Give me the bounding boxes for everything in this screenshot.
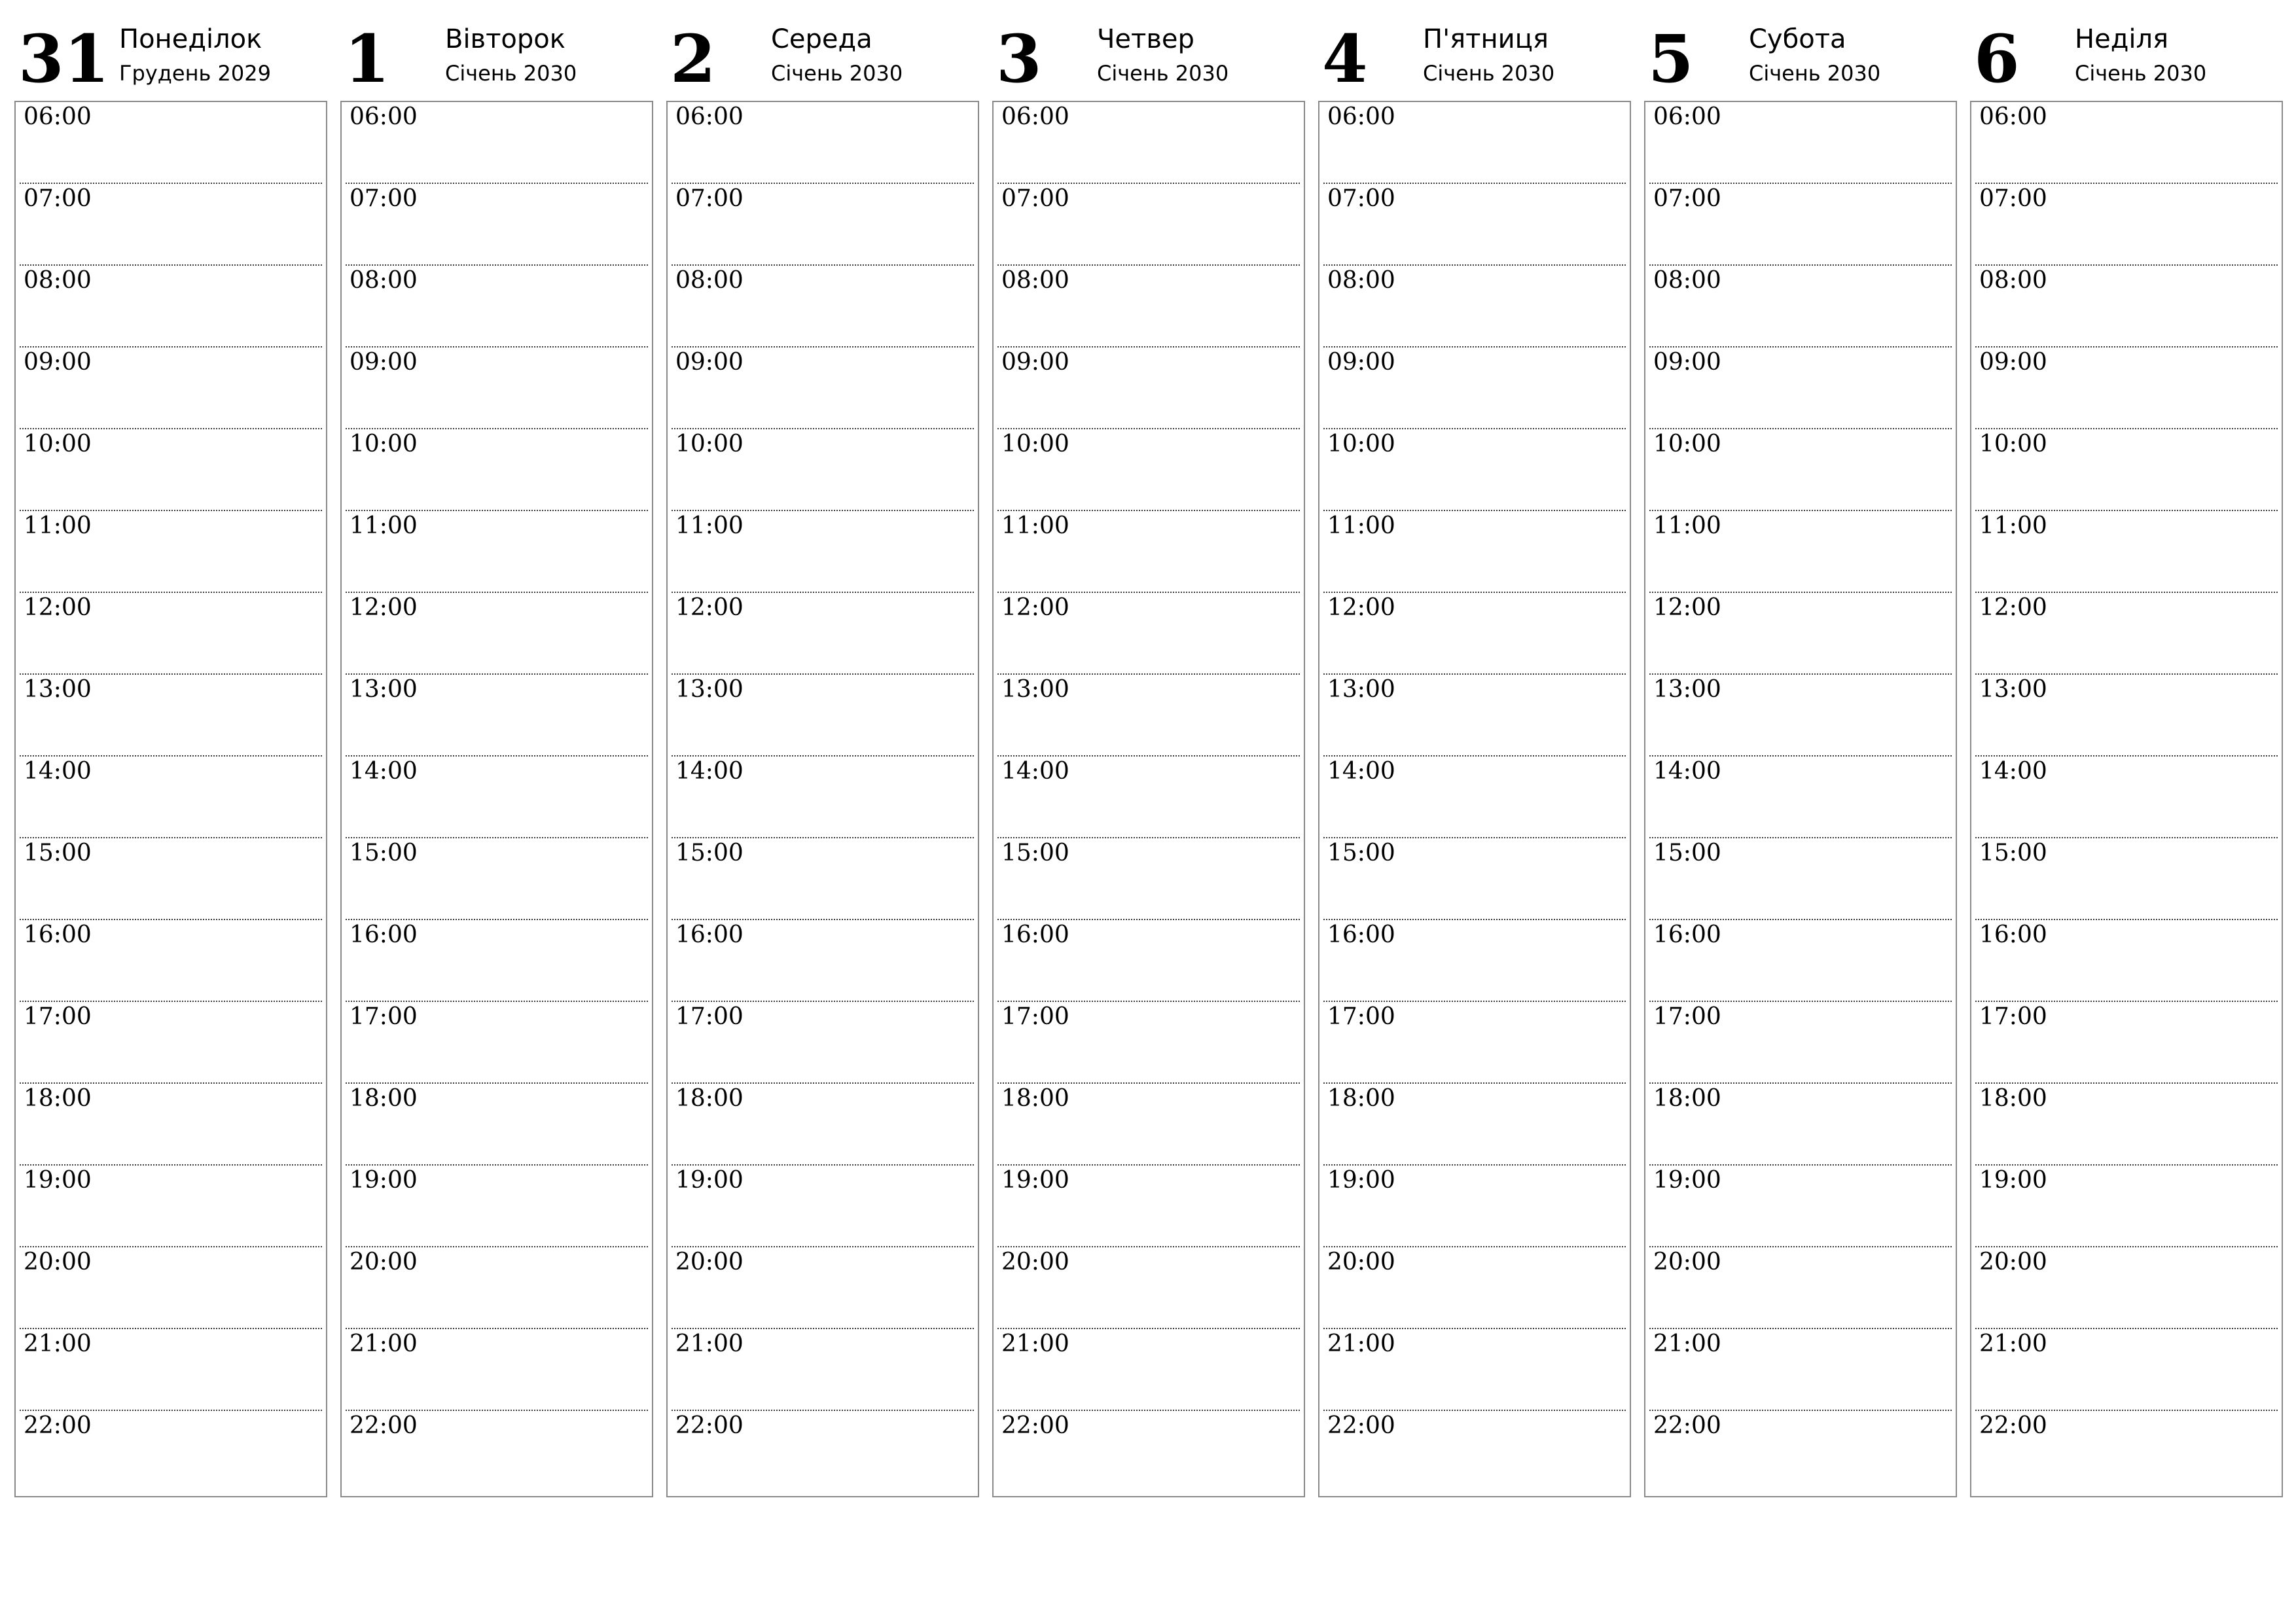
hour-slot[interactable] — [346, 429, 648, 511]
day-schedule-box — [1318, 101, 1631, 1497]
hour-slot[interactable] — [1975, 511, 2278, 593]
day-header — [1970, 18, 2283, 99]
hour-slot[interactable] — [1323, 1084, 1626, 1166]
weekday-name: Середа — [771, 24, 872, 54]
hour-slot[interactable] — [1975, 1084, 2278, 1166]
hour-label: 18:00 — [1327, 1085, 1395, 1112]
hour-slot[interactable] — [346, 511, 648, 593]
hour-label: 17:00 — [24, 1003, 92, 1030]
day-header — [14, 18, 327, 99]
hour-label: 10:00 — [1979, 431, 2047, 457]
hour-label: 21:00 — [1653, 1330, 1721, 1357]
hour-slot[interactable] — [997, 1247, 1300, 1329]
hour-label: 16:00 — [675, 921, 744, 948]
hour-slot[interactable] — [997, 266, 1300, 348]
hour-slot[interactable] — [20, 1329, 322, 1411]
hour-slot[interactable] — [1975, 757, 2278, 838]
hour-label: 18:00 — [675, 1085, 744, 1112]
hour-slot[interactable] — [1323, 593, 1626, 675]
day-number: 1 — [344, 20, 390, 98]
hour-slot[interactable] — [346, 102, 648, 184]
hour-slot[interactable] — [1975, 429, 2278, 511]
hour-label: 16:00 — [1327, 921, 1395, 948]
weekday-name: Вівторок — [445, 24, 565, 54]
hour-label: 21:00 — [24, 1330, 92, 1357]
hour-label: 22:00 — [1653, 1412, 1721, 1439]
weekday-name: П'ятниця — [1423, 24, 1549, 54]
hour-label: 06:00 — [1327, 103, 1395, 130]
hour-slot[interactable] — [20, 1411, 322, 1493]
hour-label: 21:00 — [350, 1330, 418, 1357]
hour-slot[interactable] — [1323, 1247, 1626, 1329]
day-number: 6 — [1974, 20, 2020, 98]
hour-slot[interactable] — [1649, 1084, 1952, 1166]
hour-slot[interactable] — [1323, 757, 1626, 838]
hour-slot[interactable] — [1649, 838, 1952, 920]
hour-slot[interactable] — [346, 266, 648, 348]
hour-label: 11:00 — [675, 512, 744, 539]
hour-label: 18:00 — [24, 1085, 92, 1112]
day-schedule-box — [666, 101, 979, 1497]
hour-slot[interactable] — [672, 266, 974, 348]
hour-label: 16:00 — [350, 921, 418, 948]
hour-label: 07:00 — [1001, 185, 1069, 212]
hour-slot[interactable] — [20, 184, 322, 266]
hour-slot[interactable] — [346, 348, 648, 429]
hour-label: 11:00 — [1979, 512, 2047, 539]
hour-label: 07:00 — [1979, 185, 2047, 212]
day-number: 3 — [996, 20, 1042, 98]
hour-label: 21:00 — [1001, 1330, 1069, 1357]
hour-slot[interactable] — [997, 429, 1300, 511]
hour-slot[interactable] — [20, 593, 322, 675]
hour-label: 15:00 — [675, 840, 744, 866]
hour-label: 14:00 — [1653, 758, 1721, 785]
day-column — [340, 18, 653, 1497]
hour-slot[interactable] — [997, 1411, 1300, 1493]
hour-label: 14:00 — [1327, 758, 1395, 785]
hour-slot[interactable] — [672, 1166, 974, 1247]
hour-slot[interactable] — [1649, 675, 1952, 757]
hour-label: 07:00 — [675, 185, 744, 212]
hour-label: 06:00 — [1001, 103, 1069, 130]
hour-label: 17:00 — [1979, 1003, 2047, 1030]
hour-label: 08:00 — [675, 267, 744, 294]
hour-slot[interactable] — [672, 1247, 974, 1329]
hour-slot[interactable] — [1975, 675, 2278, 757]
day-number: 4 — [1322, 20, 1368, 98]
hour-slot[interactable] — [1323, 429, 1626, 511]
hour-label: 18:00 — [350, 1085, 418, 1112]
hour-slot[interactable] — [20, 102, 322, 184]
hour-label: 16:00 — [1653, 921, 1721, 948]
hour-label: 10:00 — [675, 431, 744, 457]
hour-label: 09:00 — [1979, 349, 2047, 376]
hour-slot[interactable] — [672, 838, 974, 920]
hour-label: 22:00 — [24, 1412, 92, 1439]
hour-label: 06:00 — [1653, 103, 1721, 130]
hour-label: 14:00 — [675, 758, 744, 785]
hour-label: 12:00 — [350, 594, 418, 621]
hour-slot[interactable] — [997, 1329, 1300, 1411]
day-column — [1970, 18, 2283, 1497]
hour-slot[interactable] — [997, 675, 1300, 757]
hour-slot[interactable] — [346, 675, 648, 757]
hour-label: 17:00 — [1327, 1003, 1395, 1030]
hour-slot[interactable] — [1649, 1166, 1952, 1247]
hour-slot[interactable] — [1649, 1002, 1952, 1084]
hour-label: 07:00 — [1653, 185, 1721, 212]
hour-slot[interactable] — [997, 511, 1300, 593]
hour-label: 08:00 — [24, 267, 92, 294]
hour-label: 10:00 — [350, 431, 418, 457]
hour-slot[interactable] — [672, 1084, 974, 1166]
hour-slot[interactable] — [1975, 1329, 2278, 1411]
hour-slot[interactable] — [1975, 838, 2278, 920]
hour-slot[interactable] — [1975, 1002, 2278, 1084]
hour-label: 13:00 — [675, 676, 744, 703]
hour-slot[interactable] — [1323, 1411, 1626, 1493]
hour-label: 17:00 — [350, 1003, 418, 1030]
hour-label: 15:00 — [1327, 840, 1395, 866]
hour-label: 22:00 — [350, 1412, 418, 1439]
hour-label: 09:00 — [1327, 349, 1395, 376]
hour-label: 18:00 — [1653, 1085, 1721, 1112]
hour-label: 15:00 — [24, 840, 92, 866]
hour-slot[interactable] — [1649, 102, 1952, 184]
hour-label: 13:00 — [1327, 676, 1395, 703]
hour-label: 15:00 — [1001, 840, 1069, 866]
hour-slot[interactable] — [1975, 1411, 2278, 1493]
day-schedule-box — [340, 101, 653, 1497]
hour-slot[interactable] — [1649, 429, 1952, 511]
hour-label: 08:00 — [1979, 267, 2047, 294]
hour-slot[interactable] — [1649, 1247, 1952, 1329]
hour-slot[interactable] — [1323, 920, 1626, 1002]
hour-slot[interactable] — [20, 348, 322, 429]
hour-slot[interactable] — [346, 184, 648, 266]
hour-slot[interactable] — [1649, 1329, 1952, 1411]
month-year-label: Січень 2030 — [445, 61, 577, 86]
hour-slot[interactable] — [1323, 1166, 1626, 1247]
hour-slot[interactable] — [1975, 593, 2278, 675]
day-header — [666, 18, 979, 99]
day-column — [1318, 18, 1631, 1497]
hour-label: 18:00 — [1979, 1085, 2047, 1112]
hour-label: 14:00 — [1979, 758, 2047, 785]
hour-slot[interactable] — [346, 1166, 648, 1247]
hour-slot[interactable] — [1975, 920, 2278, 1002]
hour-label: 08:00 — [350, 267, 418, 294]
hour-label: 10:00 — [24, 431, 92, 457]
hour-slot[interactable] — [997, 1002, 1300, 1084]
hour-slot[interactable] — [346, 920, 648, 1002]
hour-label: 11:00 — [24, 512, 92, 539]
hour-slot[interactable] — [346, 757, 648, 838]
hour-label: 06:00 — [675, 103, 744, 130]
hour-label: 13:00 — [24, 676, 92, 703]
hour-label: 11:00 — [350, 512, 418, 539]
hour-label: 15:00 — [1979, 840, 2047, 866]
hour-slot[interactable] — [1975, 348, 2278, 429]
hour-label: 13:00 — [1001, 676, 1069, 703]
hour-slot[interactable] — [997, 348, 1300, 429]
hour-slot[interactable] — [1975, 184, 2278, 266]
hour-label: 11:00 — [1001, 512, 1069, 539]
hour-label: 20:00 — [350, 1249, 418, 1275]
hour-slot[interactable] — [346, 593, 648, 675]
month-year-label: Січень 2030 — [1097, 61, 1229, 86]
hour-slot[interactable] — [346, 1411, 648, 1493]
hour-slot[interactable] — [672, 1329, 974, 1411]
hour-label: 19:00 — [1327, 1167, 1395, 1194]
hour-slot[interactable] — [672, 1002, 974, 1084]
hour-label: 10:00 — [1653, 431, 1721, 457]
hour-slot[interactable] — [672, 511, 974, 593]
hour-label: 09:00 — [350, 349, 418, 376]
hour-slot[interactable] — [672, 184, 974, 266]
weekday-name: Понеділок — [119, 24, 262, 54]
hour-slot[interactable] — [1323, 1329, 1626, 1411]
day-number: 31 — [18, 20, 110, 98]
hour-slot[interactable] — [1323, 675, 1626, 757]
hour-label: 20:00 — [24, 1249, 92, 1275]
hour-label: 08:00 — [1327, 267, 1395, 294]
hour-label: 17:00 — [675, 1003, 744, 1030]
hour-label: 12:00 — [24, 594, 92, 621]
weekday-name: Субота — [1749, 24, 1846, 54]
hour-slot[interactable] — [672, 102, 974, 184]
hour-label: 20:00 — [1327, 1249, 1395, 1275]
hour-label: 14:00 — [1001, 758, 1069, 785]
day-header — [992, 18, 1305, 99]
day-schedule-box — [992, 101, 1305, 1497]
hour-slot[interactable] — [1649, 348, 1952, 429]
hour-slot[interactable] — [997, 1084, 1300, 1166]
hour-slot[interactable] — [672, 920, 974, 1002]
hour-label: 12:00 — [1327, 594, 1395, 621]
hour-label: 16:00 — [1001, 921, 1069, 948]
hour-label: 19:00 — [1653, 1167, 1721, 1194]
hour-label: 19:00 — [675, 1167, 744, 1194]
day-schedule-box — [1970, 101, 2283, 1497]
hour-label: 16:00 — [24, 921, 92, 948]
weekday-name: Четвер — [1097, 24, 1194, 54]
hour-slot[interactable] — [1649, 266, 1952, 348]
hour-label: 17:00 — [1001, 1003, 1069, 1030]
hour-slot[interactable] — [20, 1002, 322, 1084]
hour-slot[interactable] — [20, 920, 322, 1002]
month-year-label: Грудень 2029 — [119, 61, 271, 86]
hour-slot[interactable] — [20, 429, 322, 511]
hour-slot[interactable] — [1323, 511, 1626, 593]
hour-slot[interactable] — [1323, 102, 1626, 184]
hour-label: 22:00 — [1001, 1412, 1069, 1439]
hour-slot[interactable] — [1649, 920, 1952, 1002]
day-column — [14, 18, 327, 1497]
hour-slot[interactable] — [346, 1002, 648, 1084]
hour-label: 19:00 — [1001, 1167, 1069, 1194]
hour-label: 22:00 — [1979, 1412, 2047, 1439]
hour-slot[interactable] — [997, 593, 1300, 675]
hour-slot[interactable] — [1323, 266, 1626, 348]
day-schedule-box — [1644, 101, 1957, 1497]
hour-slot[interactable] — [1323, 184, 1626, 266]
hour-slot[interactable] — [1323, 348, 1626, 429]
hour-label: 08:00 — [1653, 267, 1721, 294]
hour-slot[interactable] — [20, 266, 322, 348]
hour-label: 09:00 — [1001, 349, 1069, 376]
hour-label: 07:00 — [1327, 185, 1395, 212]
hour-label: 06:00 — [1979, 103, 2047, 130]
hour-label: 13:00 — [1979, 676, 2047, 703]
day-number: 5 — [1648, 20, 1694, 98]
hour-label: 11:00 — [1653, 512, 1721, 539]
hour-label: 15:00 — [1653, 840, 1721, 866]
hour-label: 10:00 — [1327, 431, 1395, 457]
hour-label: 10:00 — [1001, 431, 1069, 457]
hour-slot[interactable] — [20, 757, 322, 838]
hour-slot[interactable] — [997, 102, 1300, 184]
hour-slot[interactable] — [1649, 184, 1952, 266]
hour-slot[interactable] — [1975, 1166, 2278, 1247]
hour-label: 16:00 — [1979, 921, 2047, 948]
hour-label: 12:00 — [1653, 594, 1721, 621]
hour-slot[interactable] — [1975, 266, 2278, 348]
hour-label: 20:00 — [675, 1249, 744, 1275]
month-year-label: Січень 2030 — [1749, 61, 1881, 86]
hour-slot[interactable] — [20, 1166, 322, 1247]
hour-slot[interactable] — [672, 348, 974, 429]
day-header — [1644, 18, 1957, 99]
hour-label: 07:00 — [350, 185, 418, 212]
hour-label: 21:00 — [1327, 1330, 1395, 1357]
hour-slot[interactable] — [1649, 593, 1952, 675]
hour-label: 22:00 — [675, 1412, 744, 1439]
hour-slot[interactable] — [997, 757, 1300, 838]
hour-label: 15:00 — [350, 840, 418, 866]
hour-slot[interactable] — [20, 675, 322, 757]
hour-slot[interactable] — [346, 1084, 648, 1166]
hour-slot[interactable] — [997, 184, 1300, 266]
hour-label: 12:00 — [675, 594, 744, 621]
hour-label: 07:00 — [24, 185, 92, 212]
hour-label: 13:00 — [1653, 676, 1721, 703]
hour-label: 09:00 — [24, 349, 92, 376]
month-year-label: Січень 2030 — [1423, 61, 1555, 86]
hour-slot[interactable] — [1975, 1247, 2278, 1329]
hour-label: 19:00 — [350, 1167, 418, 1194]
hour-slot[interactable] — [997, 1166, 1300, 1247]
hour-slot[interactable] — [672, 593, 974, 675]
hour-slot[interactable] — [20, 1084, 322, 1166]
hour-label: 14:00 — [24, 758, 92, 785]
hour-slot[interactable] — [672, 675, 974, 757]
day-schedule-box — [14, 101, 327, 1497]
hour-slot[interactable] — [997, 920, 1300, 1002]
hour-slot[interactable] — [346, 838, 648, 920]
month-year-label: Січень 2030 — [771, 61, 903, 86]
weekly-planner — [14, 18, 2292, 1497]
hour-slot[interactable] — [672, 757, 974, 838]
hour-label: 09:00 — [675, 349, 744, 376]
hour-label: 14:00 — [350, 758, 418, 785]
hour-slot[interactable] — [1323, 1002, 1626, 1084]
hour-slot[interactable] — [1323, 838, 1626, 920]
hour-slot[interactable] — [997, 838, 1300, 920]
day-number: 2 — [670, 20, 716, 98]
hour-label: 19:00 — [24, 1167, 92, 1194]
hour-label: 08:00 — [1001, 267, 1069, 294]
day-header — [1318, 18, 1631, 99]
hour-label: 20:00 — [1979, 1249, 2047, 1275]
hour-label: 20:00 — [1001, 1249, 1069, 1275]
hour-slot[interactable] — [1975, 102, 2278, 184]
month-year-label: Січень 2030 — [2075, 61, 2207, 86]
hour-label: 13:00 — [350, 676, 418, 703]
hour-slot[interactable] — [672, 429, 974, 511]
hour-label: 09:00 — [1653, 349, 1721, 376]
day-header — [340, 18, 653, 99]
day-column — [1644, 18, 1957, 1497]
hour-label: 06:00 — [24, 103, 92, 130]
hour-label: 21:00 — [675, 1330, 744, 1357]
hour-slot[interactable] — [1649, 511, 1952, 593]
weekday-name: Неділя — [2075, 24, 2169, 54]
hour-slot[interactable] — [346, 1247, 648, 1329]
hour-label: 22:00 — [1327, 1412, 1395, 1439]
hour-slot[interactable] — [20, 838, 322, 920]
hour-slot[interactable] — [672, 1411, 974, 1493]
hour-slot[interactable] — [20, 511, 322, 593]
hour-slot[interactable] — [20, 1247, 322, 1329]
hour-slot[interactable] — [1649, 1411, 1952, 1493]
day-column — [992, 18, 1305, 1497]
hour-label: 17:00 — [1653, 1003, 1721, 1030]
hour-label: 12:00 — [1979, 594, 2047, 621]
hour-label: 11:00 — [1327, 512, 1395, 539]
hour-label: 20:00 — [1653, 1249, 1721, 1275]
hour-label: 21:00 — [1979, 1330, 2047, 1357]
hour-slot[interactable] — [1649, 757, 1952, 838]
hour-slot[interactable] — [346, 1329, 648, 1411]
day-column — [666, 18, 979, 1497]
hour-label: 18:00 — [1001, 1085, 1069, 1112]
hour-label: 12:00 — [1001, 594, 1069, 621]
hour-label: 06:00 — [350, 103, 418, 130]
hour-label: 19:00 — [1979, 1167, 2047, 1194]
